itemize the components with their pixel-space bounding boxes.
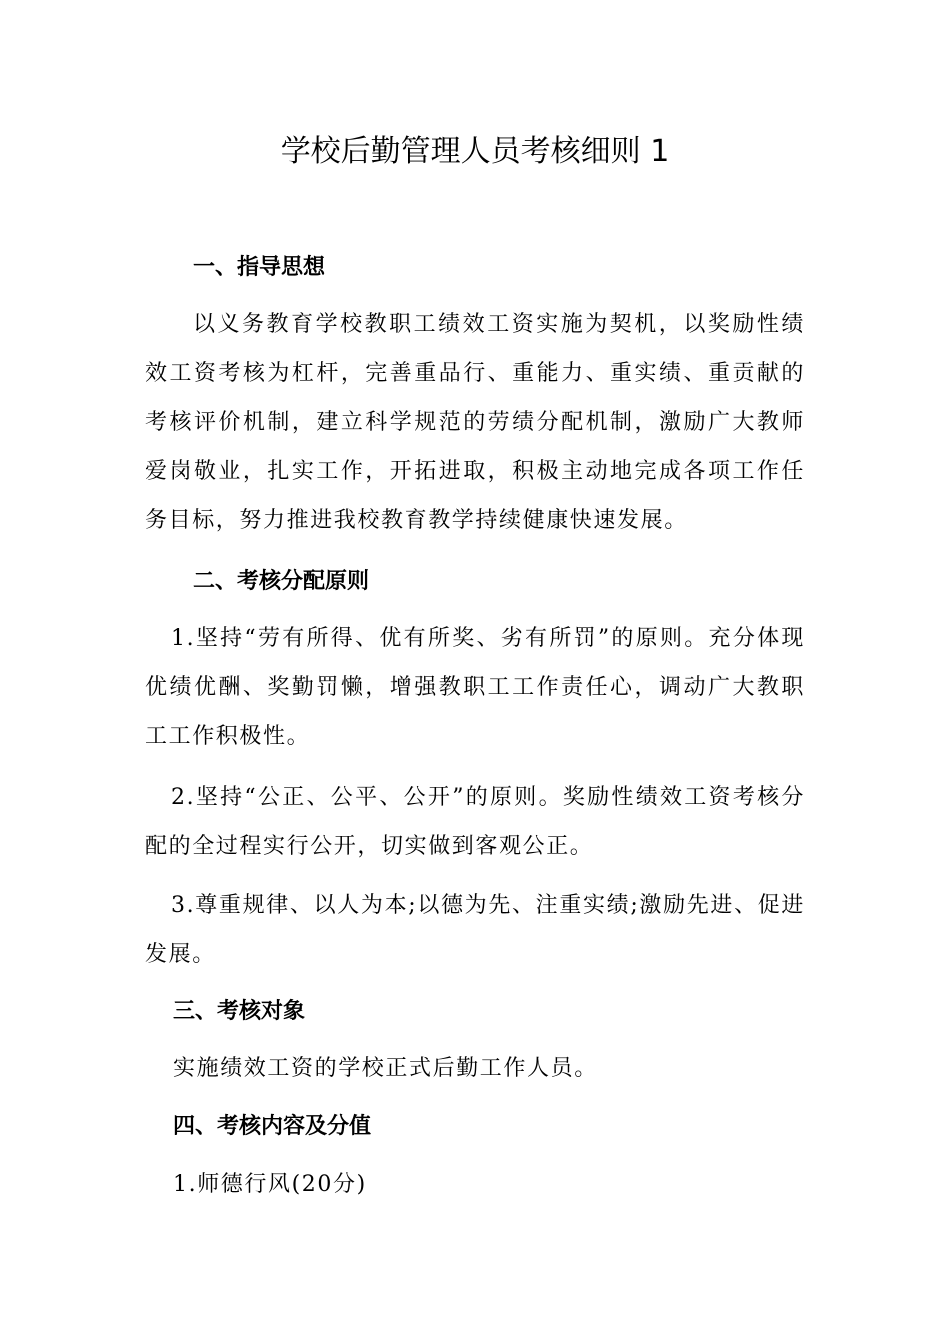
paragraph-assessment-targets: 实施绩效工资的学校正式后勤工作人员。 [173,1056,598,1081]
paragraph-principle-3: 3.尊重规律、以人为本;以德为先、注重实绩;激励先进、促进发展。 [145,893,805,967]
paragraph-guiding-ideology: 以义务教育学校教职工绩效工资实施为契机，以奖励性绩效工资考核为杠杆，完善重品行、重能力、重实绩、重贡献的考核评价机制，建立科学规范的劳绩分配机制，激励广大教师爱岗敬业，扎实工作，开拓进取，积极主动地完成各项工作任务目标，努力推进我校教育教学持续健康快速发展。 [145,312,805,533]
section-heading-distribution-principles: 二、考核分配原则 [193,569,370,594]
document-title: 学校后勤管理人员考核细则 1 [280,134,670,169]
paragraph-principle-2: 2.坚持“公正、公平、公开”的原则。奖励性绩效工资考核分配的全过程实行公开，切实做到客观公正。 [145,785,805,859]
section-heading-assessment-targets: 三、考核对象 [173,999,306,1024]
list-item-ethics: 1.师德行风(20分) [173,1172,367,1197]
section-heading-content-and-scores: 四、考核内容及分值 [173,1114,372,1139]
paragraph-principle-1: 1.坚持“劳有所得、优有所奖、劣有所罚”的原则。充分体现优绩优酬、奖勤罚懒，增强教职工工作责任心，调动广大教职工工作积极性。 [145,626,805,749]
section-heading-guiding-ideology: 一、指导思想 [193,255,326,280]
